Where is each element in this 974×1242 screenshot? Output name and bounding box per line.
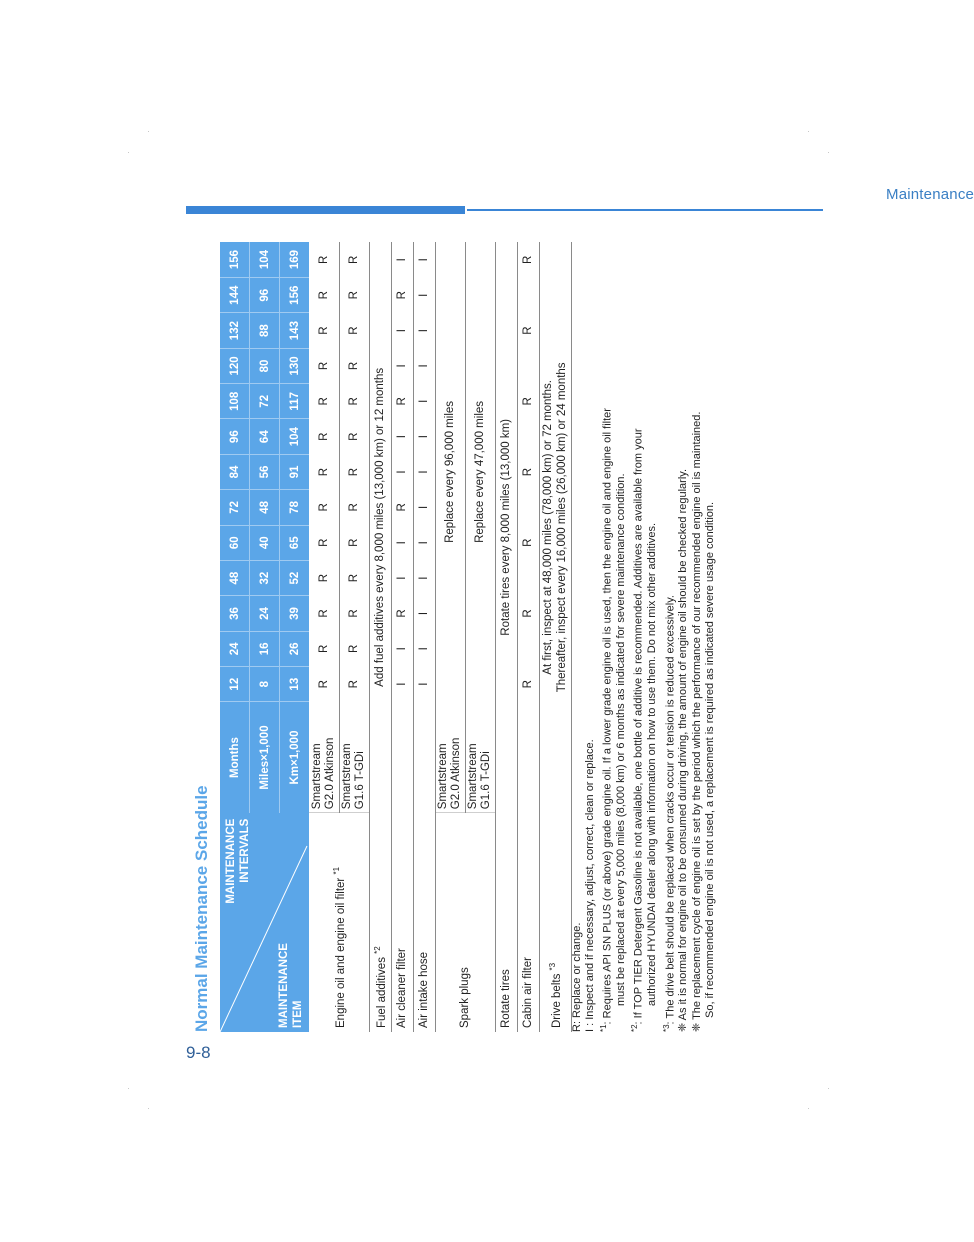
footnote-3 <box>660 232 678 1032</box>
table-row <box>495 242 517 1032</box>
table-row <box>435 242 465 1032</box>
schedule-cell: I <box>391 525 413 560</box>
km-cell: 169 <box>280 242 310 278</box>
cabin-filter-item: Cabin air filter <box>517 813 539 1032</box>
engine-oil-label: Engine oil and engine oil filter <box>334 877 347 1028</box>
fuel-additives-label: Fuel additives <box>375 957 388 1028</box>
note-text: So, if recommended engine oil is not used, a replacement is required as indicated severe usage condition. <box>703 501 716 1018</box>
schedule-cell: I <box>391 667 413 702</box>
schedule-cell <box>517 419 539 454</box>
corner-item-line1: MAINTENANCE <box>278 943 290 1028</box>
schedule-cell: R <box>339 560 369 595</box>
engine-variant-line: G1.6 T-GDi <box>354 751 366 810</box>
crop-mark <box>148 1108 149 1109</box>
miles-cell: 24 <box>250 596 280 631</box>
miles-cell: 104 <box>250 242 280 278</box>
schedule-cell: R <box>339 525 369 560</box>
engine-variant-cell <box>435 702 465 813</box>
schedule-cell: R <box>339 667 369 702</box>
km-cell: 104 <box>280 419 310 454</box>
corner-intervals-line2: INTERVALS <box>239 818 251 883</box>
engine-variant-line: Smartstream <box>437 743 449 810</box>
schedule-title: Normal Maintenance Schedule <box>192 785 211 1032</box>
engine-variant-line: G2.0 Atkinson <box>450 737 462 810</box>
km-label: Km×1,000 <box>280 702 310 813</box>
schedule-cell: R <box>309 631 339 666</box>
schedule-cell: R <box>391 596 413 631</box>
schedule-cell <box>517 348 539 383</box>
schedule-cell: I <box>413 525 435 560</box>
schedule-cell: R <box>391 278 413 313</box>
schedule-cell: R <box>339 490 369 525</box>
schedule-cell: I <box>391 419 413 454</box>
crop-mark <box>808 131 809 132</box>
fuel-additives-item <box>369 813 391 1032</box>
schedule-cell: R <box>339 419 369 454</box>
miles-cell: 16 <box>250 631 280 666</box>
engine-variant-line: Smartstream <box>310 743 323 810</box>
schedule-cell <box>517 278 539 313</box>
drive-belts-label: Drive belts <box>550 973 563 1028</box>
corner-intervals-label <box>224 819 252 904</box>
schedule-cell: R <box>339 454 369 489</box>
rotated-content <box>190 242 770 1032</box>
month-cell: 144 <box>220 278 250 313</box>
schedule-cell: I <box>413 667 435 702</box>
crop-mark <box>128 1088 129 1089</box>
engine-variant-line: Smartstream <box>467 743 479 810</box>
spark-plugs-item: Spark plugs <box>435 813 495 1032</box>
air-cleaner-item: Air cleaner filter <box>391 813 413 1032</box>
schedule-cell: R <box>391 384 413 419</box>
miles-label: Miles×1,000 <box>250 702 280 813</box>
month-cell: 84 <box>220 454 250 489</box>
footnote-1 <box>597 232 615 1032</box>
schedule-cell: R <box>517 525 539 560</box>
engine-variant-line: Smartstream <box>341 743 353 810</box>
schedule-cell: I <box>391 454 413 489</box>
month-cell: 120 <box>220 348 250 383</box>
crop-mark <box>808 1108 809 1109</box>
miles-cell: 56 <box>250 454 280 489</box>
km-cell: 156 <box>280 278 310 313</box>
engine-variant-cell <box>465 702 495 813</box>
schedule-cell: I <box>413 348 435 383</box>
schedule-cell: I <box>391 313 413 348</box>
schedule-cell: R <box>309 313 339 348</box>
drive-belts-line: At first, inspect at 48,000 miles (78,000 km) or 72 months. <box>542 380 554 675</box>
schedule-cell: R <box>517 596 539 631</box>
fuel-additives-text: Add fuel additives every 8,000 miles (13,000 km) or 12 months <box>369 242 391 813</box>
note-text: The replacement cycle of engine oil is set by the period which the performance of our recommended engine oil is maintained. <box>690 411 703 1020</box>
schedule-cell: I <box>413 278 435 313</box>
month-cell: 48 <box>220 560 250 595</box>
months-label: Months <box>220 702 250 813</box>
month-cell: 24 <box>220 631 250 666</box>
schedule-cell: R <box>339 348 369 383</box>
schedule-cell: R <box>517 454 539 489</box>
schedule-cell: I <box>413 490 435 525</box>
footnote-mark: *1 <box>599 1024 609 1032</box>
drive-belts-item <box>539 813 571 1032</box>
schedule-cell: R <box>339 242 369 278</box>
miles-cell: 40 <box>250 525 280 560</box>
schedule-cell: I <box>413 631 435 666</box>
rotate-tires-text: Rotate tires every 8,000 miles (13,000 km) <box>495 242 517 813</box>
drive-belts-text <box>539 242 571 813</box>
schedule-cell: R <box>391 490 413 525</box>
schedule-cell: I <box>391 348 413 383</box>
drive-belts-line: Thereafter, inspect every 16,000 miles (26,000 km) or 24 months <box>556 362 568 693</box>
note-symbol-icon: ❈ <box>690 1022 703 1032</box>
footnote-2 <box>628 232 646 1032</box>
month-cell: 132 <box>220 313 250 348</box>
miles-cell: 96 <box>250 278 280 313</box>
schedule-cell: R <box>339 596 369 631</box>
header-rule-thin <box>467 209 823 211</box>
schedule-cell: I <box>391 560 413 595</box>
empty-variant-cell <box>391 702 413 813</box>
schedule-cell: I <box>413 419 435 454</box>
note-oil-consumption <box>677 232 690 1032</box>
engine-variant-line: G1.6 T-GDi <box>480 751 492 810</box>
schedule-cell: R <box>517 242 539 278</box>
engine-oil-item <box>309 813 369 1032</box>
schedule-cell: R <box>309 596 339 631</box>
km-cell: 117 <box>280 384 310 419</box>
schedule-cell: R <box>517 667 539 702</box>
schedule-cell: I <box>413 313 435 348</box>
miles-cell: 88 <box>250 313 280 348</box>
km-cell: 91 <box>280 454 310 489</box>
corner-intervals-line1: MAINTENANCE <box>225 818 237 904</box>
footnote-text: authorized HYUNDAI dealer along with information on how to use them. Do not mix other additives. <box>646 522 659 1006</box>
schedule-cell: R <box>339 631 369 666</box>
schedule-cell: R <box>309 525 339 560</box>
footnote-mark: *2 <box>630 1024 640 1032</box>
maintenance-schedule-table <box>220 242 572 1032</box>
schedule-cell: I <box>413 596 435 631</box>
schedule-cell: R <box>309 348 339 383</box>
month-cell: 12 <box>220 667 250 702</box>
km-cell: 39 <box>280 596 310 631</box>
spark-plugs-text: Replace every 96,000 miles <box>435 242 465 702</box>
spark-plugs-text: Replace every 47,000 miles <box>465 242 495 702</box>
schedule-cell: R <box>339 384 369 419</box>
section-title: Maintenance <box>886 186 974 203</box>
month-cell: 72 <box>220 490 250 525</box>
table-row <box>539 242 571 1032</box>
schedule-cell <box>517 490 539 525</box>
schedule-cell: R <box>517 313 539 348</box>
km-cell: 26 <box>280 631 310 666</box>
footnote-text: : Requires API SN PLUS (or above) grade engine oil. If a lower grade engine oil is used, then the engine oil and engine oil filter <box>602 408 615 1025</box>
km-cell: 65 <box>280 525 310 560</box>
schedule-cell: R <box>309 384 339 419</box>
crop-mark <box>828 152 829 153</box>
table-row <box>309 242 339 1032</box>
miles-cell: 80 <box>250 348 280 383</box>
schedule-cell: R <box>339 278 369 313</box>
header-rule-thick <box>186 206 465 214</box>
schedule-cell: R <box>309 419 339 454</box>
crop-mark <box>128 152 129 153</box>
crop-mark <box>148 131 149 132</box>
footnote-mark: *3 <box>661 1024 671 1032</box>
table-row <box>391 242 413 1032</box>
schedule-cell: I <box>413 384 435 419</box>
miles-cell: 8 <box>250 667 280 702</box>
note-oil-cycle <box>691 232 704 1032</box>
footnote-ref: *1 <box>331 866 341 875</box>
table-row <box>517 242 539 1032</box>
schedule-cell: I <box>413 454 435 489</box>
header-row-months <box>220 242 250 1032</box>
km-cell: 130 <box>280 348 310 383</box>
corner-item-label <box>277 943 305 1028</box>
schedule-cell: R <box>309 242 339 278</box>
schedule-cell: I <box>413 560 435 595</box>
schedule-cell <box>517 560 539 595</box>
rotate-tires-item: Rotate tires <box>495 813 517 1032</box>
schedule-cell: R <box>309 454 339 489</box>
table-corner-header <box>220 813 309 1032</box>
km-cell: 52 <box>280 560 310 595</box>
km-cell: 143 <box>280 313 310 348</box>
crop-mark <box>828 1088 829 1089</box>
schedule-cell <box>517 631 539 666</box>
miles-cell: 32 <box>250 560 280 595</box>
month-cell: 96 <box>220 419 250 454</box>
table-row <box>369 242 391 1032</box>
footnote-text: : If TOP TIER Detergent Gasoline is not available, one bottle of additive is recommended. Additives are available from your <box>633 428 646 1025</box>
schedule-cell: R <box>517 384 539 419</box>
month-cell: 108 <box>220 384 250 419</box>
air-intake-item: Air intake hose <box>413 813 435 1032</box>
miles-cell: 72 <box>250 384 280 419</box>
month-cell: 36 <box>220 596 250 631</box>
engine-variant-line: G2.0 Atkinson <box>323 737 336 810</box>
month-cell: 156 <box>220 242 250 278</box>
empty-variant-cell <box>413 702 435 813</box>
footnote-text: : The drive belt should be replaced when cracks occur or tension is reduced excessively. <box>664 595 677 1025</box>
schedule-cell: R <box>309 490 339 525</box>
schedule-cell: R <box>309 667 339 702</box>
km-cell: 78 <box>280 490 310 525</box>
footnote-text: must be replaced at every 5,000 miles (8,000 km) or 6 months as indicated for severe maintenance condition. <box>615 473 628 1006</box>
footnote-ref: *3 <box>548 962 558 971</box>
legend-replace: R: Replace or change. <box>571 922 583 1032</box>
engine-variant-cell <box>339 702 369 813</box>
table-row <box>413 242 435 1032</box>
note-text: As it is normal for engine oil to be consumed during driving, the amount of engine oil should be checked regularly. <box>677 468 690 1021</box>
schedule-cell: R <box>339 313 369 348</box>
corner-item-line2: ITEM <box>292 1000 304 1028</box>
schedule-cell: I <box>391 242 413 278</box>
engine-variant-cell <box>309 702 339 813</box>
empty-variant-cell <box>517 702 539 813</box>
legend-inspect: I : Inspect and if necessary, adjust, correct, clean or replace. <box>584 739 597 1032</box>
km-cell: 13 <box>280 667 310 702</box>
month-cell: 60 <box>220 525 250 560</box>
schedule-cell: I <box>413 242 435 278</box>
miles-cell: 48 <box>250 490 280 525</box>
schedule-cell: R <box>309 278 339 313</box>
footnotes <box>571 232 717 1032</box>
miles-cell: 64 <box>250 419 280 454</box>
page-number: 9-8 <box>186 1043 211 1062</box>
footnote-ref: *2 <box>373 946 383 954</box>
schedule-cell: R <box>309 560 339 595</box>
note-symbol-icon: ❈ <box>677 1022 690 1032</box>
schedule-cell: I <box>391 631 413 666</box>
